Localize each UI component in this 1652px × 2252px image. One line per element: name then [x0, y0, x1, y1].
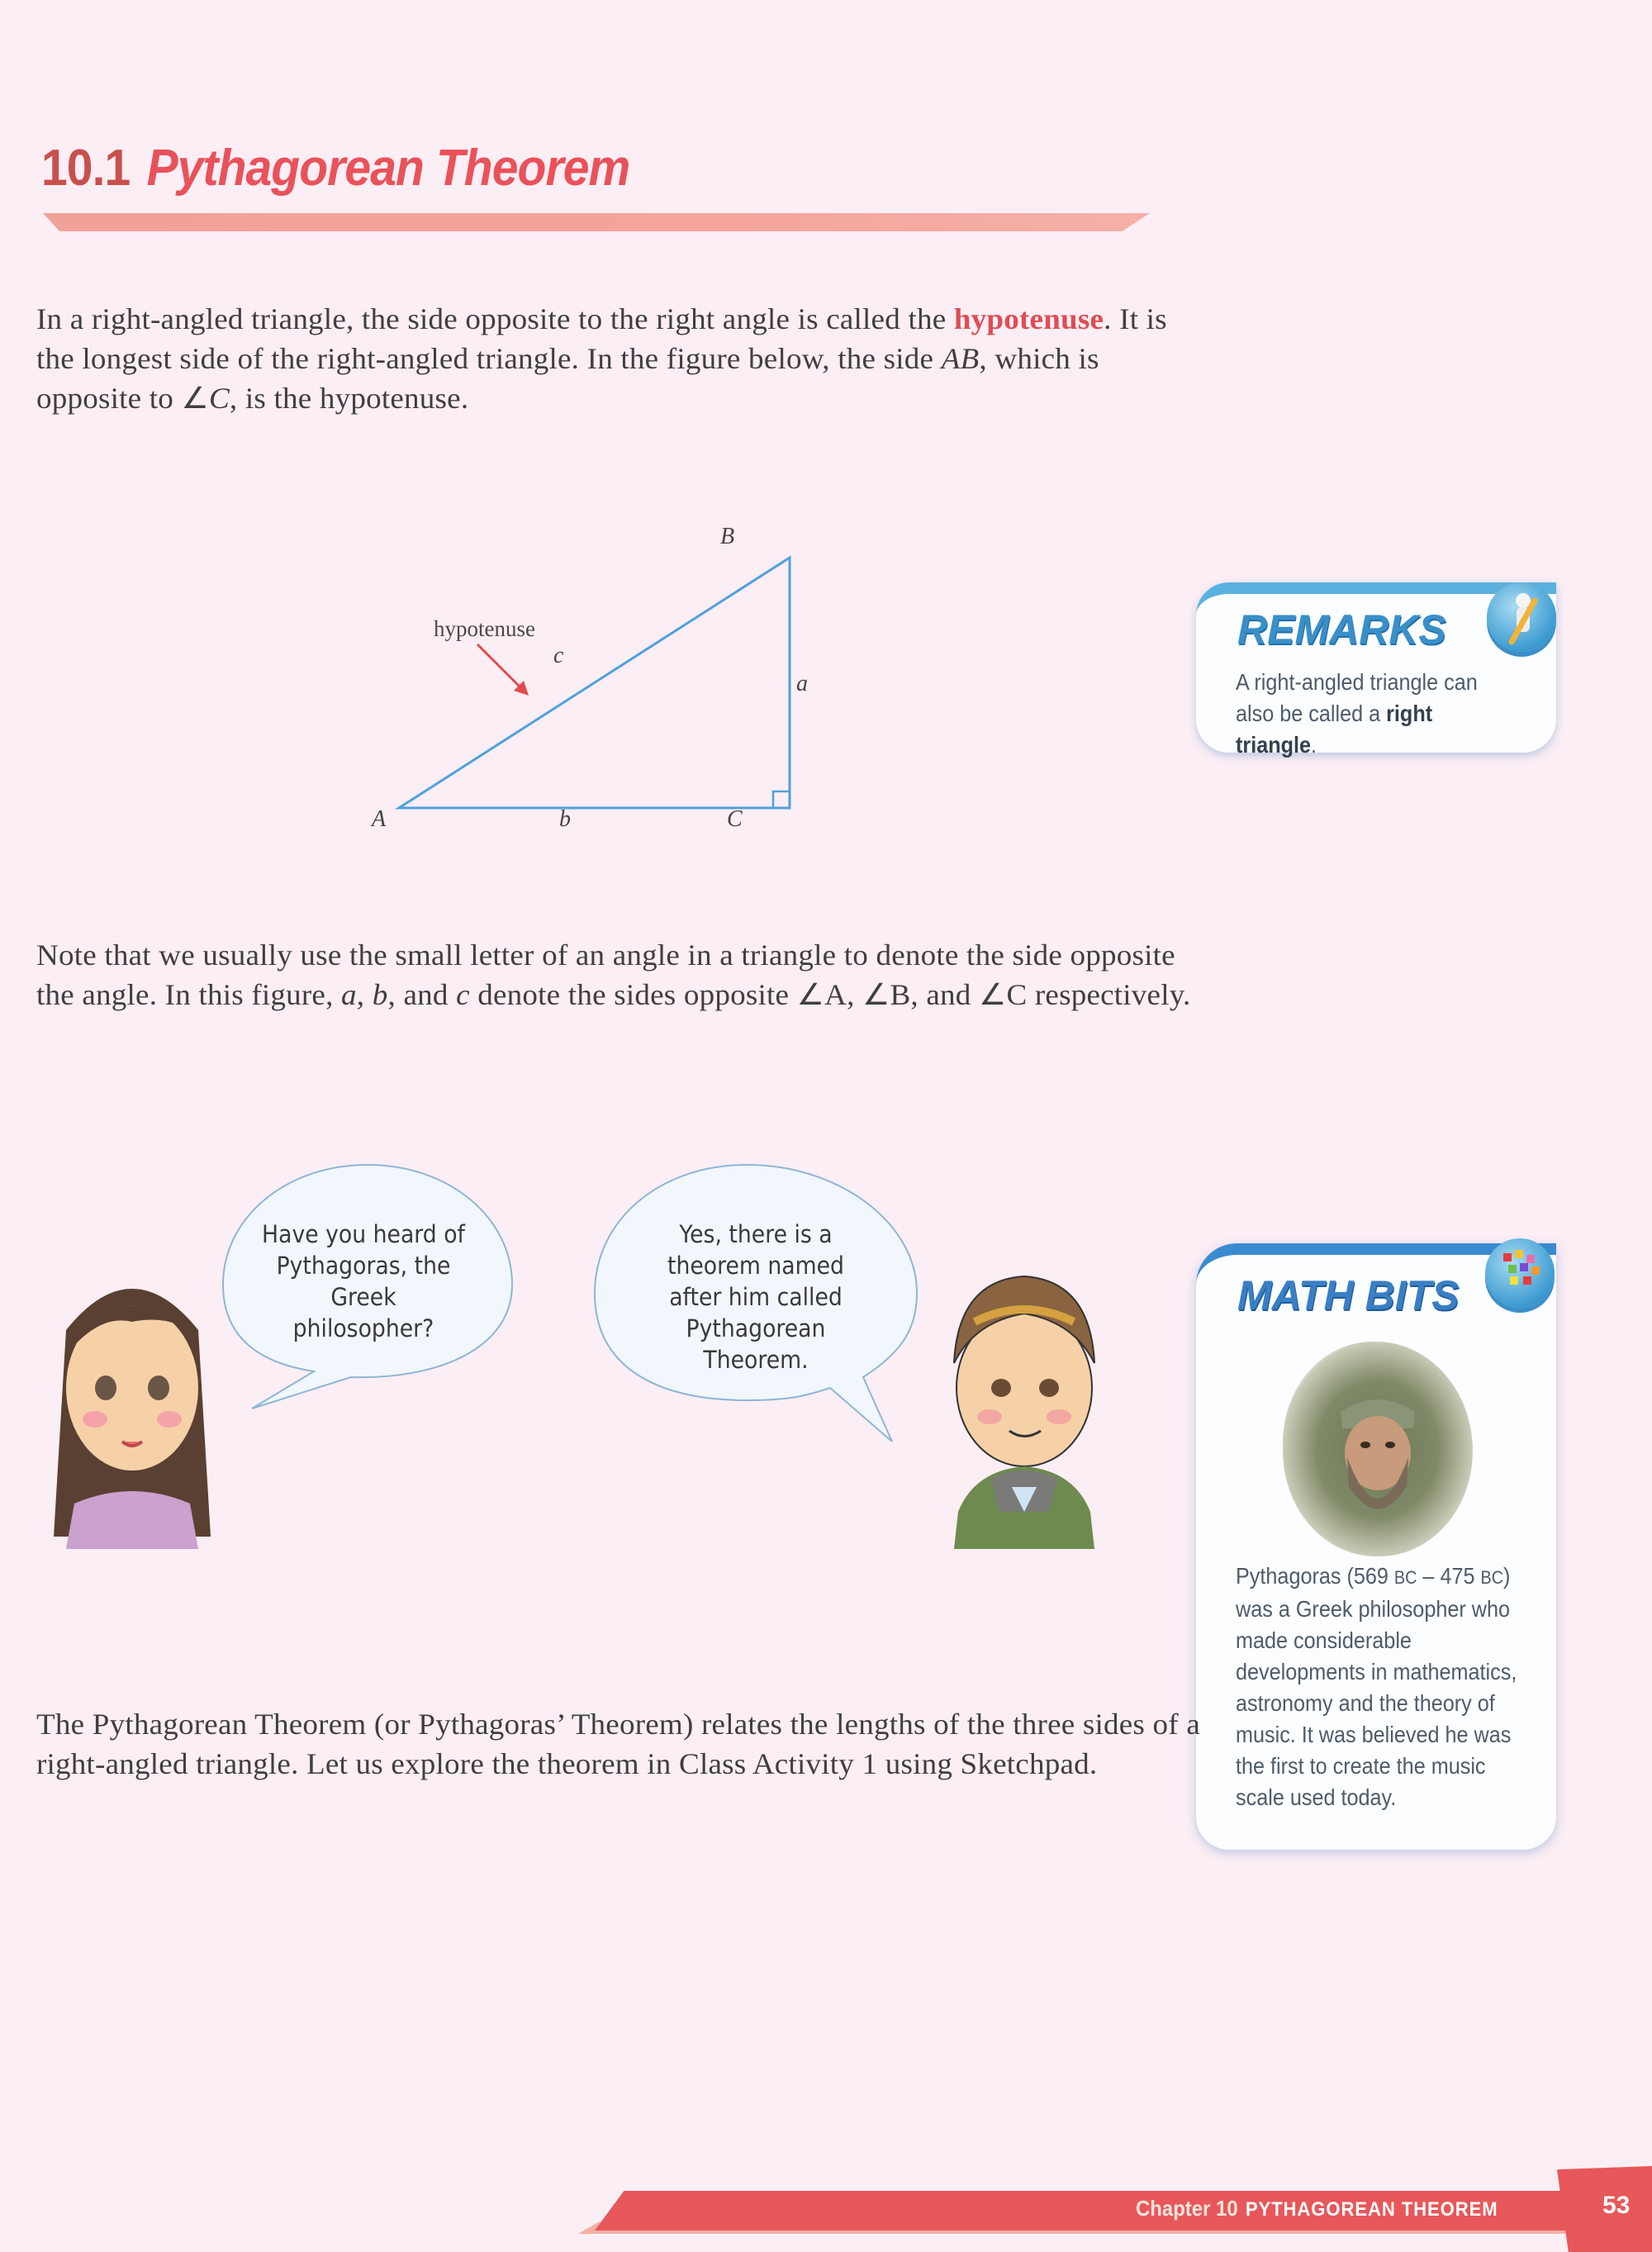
- side-b-label: b: [559, 806, 571, 832]
- title-underline: [43, 213, 1150, 231]
- chapter-title: PYTHAGOREAN THEOREM: [1245, 2198, 1498, 2221]
- boy-speech-text: Yes, there is a theorem named after him called Pythagorean Theorem.: [667, 1220, 844, 1374]
- chapter-number: Chapter 10: [1136, 2196, 1238, 2221]
- hypotenuse-term: hypotenuse: [953, 302, 1104, 335]
- girl-speech-bubble: [219, 1161, 516, 1417]
- section-title: Pythagorean Theorem: [146, 140, 630, 197]
- boy-character-illustration: [925, 1264, 1123, 1549]
- page-number: 53: [1602, 2192, 1631, 2219]
- girl-character-illustration: [33, 1264, 231, 1549]
- right-triangle-figure: [330, 512, 826, 859]
- intro-paragraph: In a right-angled triangle, the side opposite to the right angle is called the hypotenuse. It is the longest side of the right-angled triangle. In the figure below, the side AB, which is opposite to ∠C, is the hypotenuse.: [36, 302, 1167, 415]
- remarks-box: [1196, 582, 1556, 758]
- girl-speech-text: Have you heard of Pythagoras, the Greek philosopher?: [262, 1220, 465, 1342]
- colorful-blocks-icon: [1485, 1238, 1555, 1308]
- conclusion-paragraph: The Pythagorean Theorem (or Pythagoras’ Theorem) relates the lengths of the three sides of a right-angled triangle. Let us explore the theorem in Class Activity 1 using Sketchpad.: [36, 1708, 1200, 1780]
- pythagoras-portrait: [1283, 1342, 1473, 1556]
- section-number: 10.1: [41, 140, 131, 197]
- vertex-a-label: A: [372, 806, 387, 832]
- note-paragraph: Note that we usually use the small letter of an angle in a triangle to denote the side opposite the angle. In this figure, a, b, and c denote the sides opposite ∠A, ∠B, and ∠C respectively.: [36, 938, 1191, 1011]
- side-c-label: c: [553, 643, 564, 668]
- boy-speech-bubble: [591, 1161, 921, 1450]
- math-bits-title: MATH BITS: [1237, 1272, 1460, 1318]
- remarks-title: REMARKS: [1237, 606, 1446, 653]
- math-bits-text: Pythagoras (569 BC – 475 BC) was a Greek philosopher who made considerable developments in mathematics, astronomy and the theory of music. It was believed he was the first to create the music scale used today.: [1236, 1563, 1517, 1810]
- hypotenuse-label: hypotenuse: [434, 616, 535, 641]
- remarks-text: A right-angled triangle can also be called a right triangle.: [1236, 669, 1478, 758]
- vertex-b-label: B: [720, 524, 735, 549]
- footer-chapter-label: [1136, 2196, 1498, 2221]
- pencil-figure-icon: [1487, 582, 1556, 652]
- side-a-label: a: [796, 671, 808, 696]
- math-bits-box: [1196, 1243, 1556, 1850]
- vertex-c-label: C: [727, 806, 743, 832]
- section-heading: [41, 139, 629, 197]
